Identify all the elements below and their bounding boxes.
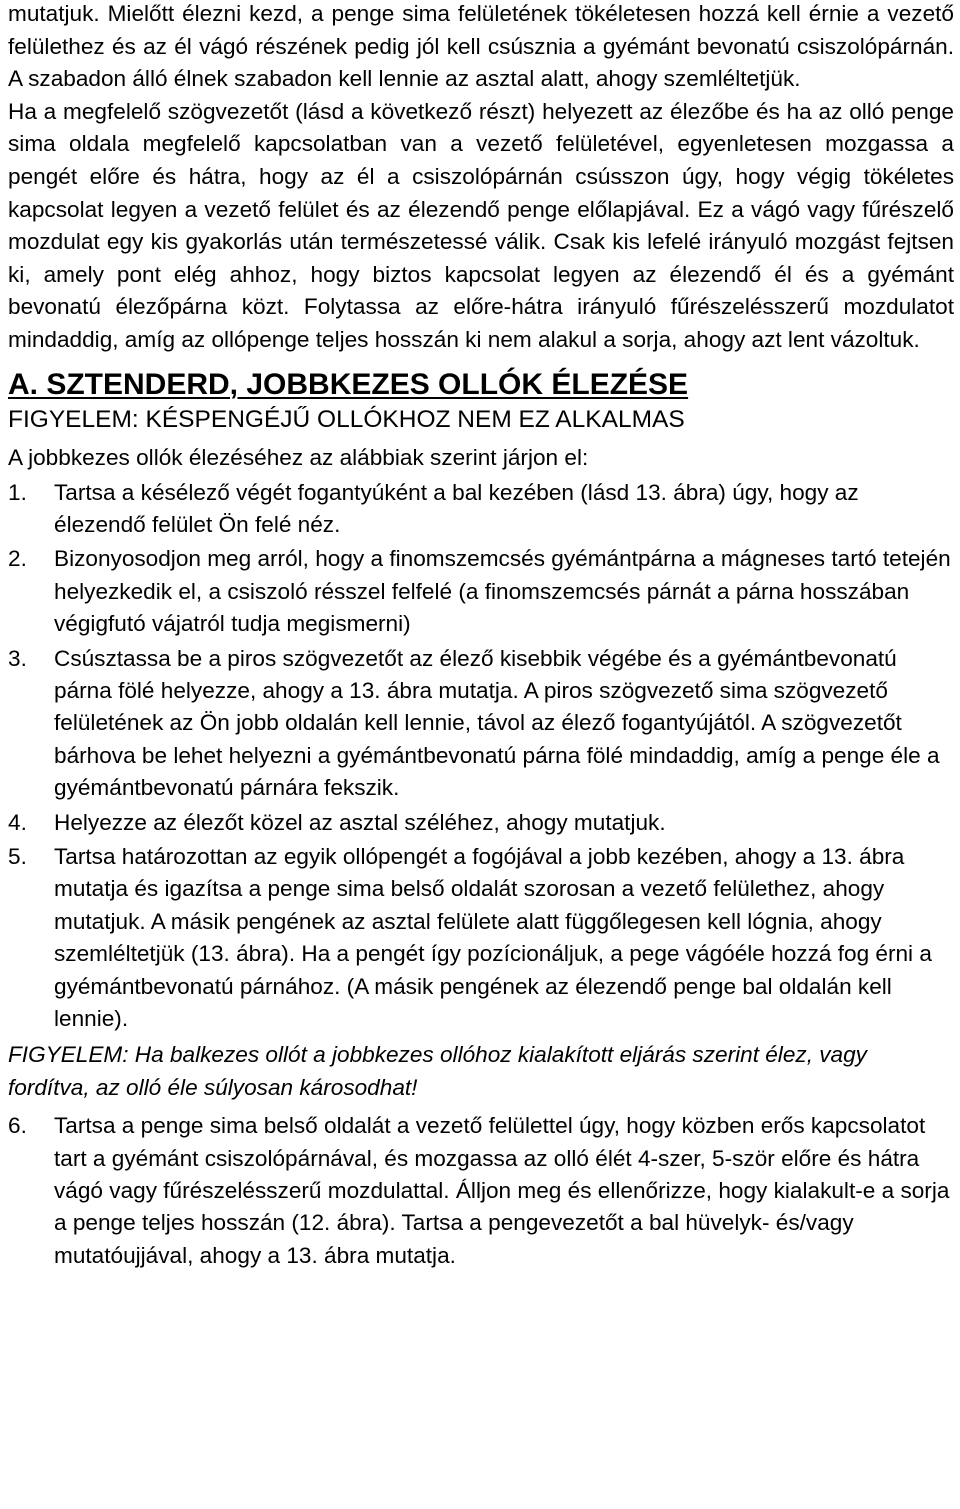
section-subheading: FIGYELEM: KÉSPENGÉJŰ OLLÓKHOZ NEM EZ ALKALMAS xyxy=(8,405,685,433)
list-item xyxy=(8,477,954,542)
steps-list-continued xyxy=(8,1110,954,1272)
step-number: 5. xyxy=(8,844,27,869)
step-number: 3. xyxy=(8,645,27,671)
list-item xyxy=(8,1110,954,1272)
list-item xyxy=(8,807,954,839)
section-intro: A jobbkezes ollók élezéséhez az alábbiak szerint járjon el: xyxy=(8,444,589,470)
step-number: 4. xyxy=(8,809,27,835)
list-item xyxy=(8,643,954,805)
step-text: Helyezze az élezőt közel az asztal széléhez, ahogy mutatjuk. xyxy=(54,809,666,835)
step-number: 6. xyxy=(8,1113,27,1139)
step-text: Tartsa a penge sima belső oldalát a vezető felülettel úgy, hogy közben erős kapcsolatot tart a gyémánt csiszolópárnával, és mozgassa az olló élét 4-szer, 5-ször előre és hátra vágó vagy fűrészelésszerű mozdulattal. Álljon meg és ellenőrizze, hogy kialakult-e a sorja a penge teljes hosszán (12. ábra). Tartsa a pengevezetőt a bal hüvelyk- és/vagy mutatóujjával, ahogy a 13. ábra mutatja. xyxy=(54,1113,950,1268)
warning-note: FIGYELEM: Ha balkezes ollót a jobbkezes ollóhoz kialakított eljárás szerint élez, vagy fordítva, az olló éle súlyosan károsodhat! xyxy=(8,1042,867,1100)
instruction-paragraph: Ha a megfelelő szögvezetőt (lásd a következő részt) helyezett az élezőbe és ha az olló penge sima oldala megfelelő kapcsolatban van a vezető felületével, egyenletesen mozgassa a pengét előre és hátra, hogy az él a csiszolópárnán csússzon úgy, hogy végig tökéletes kapcsolat legyen a vezető felület és az élezendő penge előlapjával. Ez a vágó vagy fűrészelő mozdulat egy kis gyakorlás után természetessé válik. Csak kis lefelé irányuló mozgást fejtsen ki, amely pont elég ahhoz, hogy biztos kapcsolat legyen az élezendő él és a gyémánt bevonatú élezőpárna közt. Folytassa az előre-hátra irányuló fűrészelésszerű mozdulatot mindaddig, amíg az ollópenge teljes hosszán ki nem alakul a sorja, ahogy azt lent vázoltuk. xyxy=(8,98,954,352)
list-item xyxy=(8,543,954,640)
step-text: Tartsa határozottan az egyik ollópengét a fogójával a jobb kezében, ahogy a 13. ábra mutatja és igazítsa a penge sima belső oldalát szorosan a vezető felülethez, ahogy mutatjuk. A másik pengének az asztal felülete alatt függőlegesen kell lógnia, ahogy szemléltetjük (13. ábra). Ha a pengét így pozícionáljuk, a pege vágóéle hozzá fog érni a gyémántbevonatú párnához. (A másik pengének az élezendő penge bal oldalán kell lennie). xyxy=(54,844,932,1032)
step-number: 2. xyxy=(8,546,27,572)
intro-paragraph: mutatjuk. Mielőtt élezni kezd, a penge sima felületének tökéletesen hozzá kell érnie a vezető felülethez és az él vágó részének pedig jól kell csúsznia a gyémánt bevonatú csiszolópárnán. A szabadon álló élnek szabadon kell lennie az asztal alatt, ahogy szemléltetjük. xyxy=(8,1,954,92)
step-text: Bizonyosodjon meg arról, hogy a finomszemcsés gyémántpárna a mágneses tartó tetején helyezkedik el, a csiszoló résszel felfelé (a finomszemcsés párnát a párna hosszában végigfutó vájatról tudja megismerni) xyxy=(54,546,951,637)
list-item xyxy=(8,841,954,1035)
steps-list xyxy=(8,477,954,1036)
step-text: Tartsa a késélező végét fogantyúként a bal kezében (lásd 13. ábra) úgy, hogy az élezendő felület Ön felé néz. xyxy=(54,479,859,537)
step-text: Csúsztassa be a piros szögvezetőt az élező kisebbik végébe és a gyémántbevonatú párna fölé helyezze, ahogy a 13. ábra mutatja. A piros szögvezető sima szögvezető felületének az Ön jobb oldalán kell lennie, távol az élező fogantyújától. A szögvezetőt bárhova be lehet helyezni a gyémántbevonatú párna fölé mindaddig, amíg a penge éle a gyémántbevonatú párnára fekszik. xyxy=(54,645,940,801)
step-number: 1. xyxy=(8,479,27,505)
section-heading: A. SZTENDERD, JOBBKEZES OLLÓK ÉLEZÉSE xyxy=(8,367,689,401)
